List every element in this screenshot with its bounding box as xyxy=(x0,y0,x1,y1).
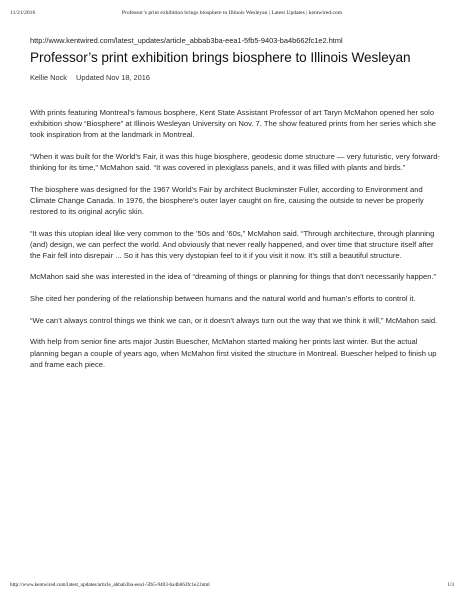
paragraph: With help from senior fine arts major Justin Buescher, McMahon started making her prints last winter. But the actual planning began a couple of years ago, when McMahon first visited the structure in Montreal. Buescher helped to finish up and frame each piece. xyxy=(30,337,437,369)
byline xyxy=(30,73,440,82)
author-name[interactable]: Kellie Nock xyxy=(30,73,67,82)
article xyxy=(30,36,440,380)
page-number: 1/3 xyxy=(447,582,454,588)
article-body xyxy=(30,107,440,370)
paragraph: With prints featuring Montreal’s famous bosphere, Kent State Assistant Professor of art Taryn McMahon opened her solo exhibition show “Biosphere” at Illinois Wesleyan University on Nov. 7. The show featured prints from her series which she took inspiration from at the landmark in Montreal. xyxy=(30,108,437,140)
paragraph: “When it was built for the World’s Fair, it was this huge biosphere, geodesic dome structure — very futuristic, very forward-thinking for its time,” McMahon said. “It was covered in plexiglass panels, and it was filled with plants and birds.” xyxy=(30,151,440,172)
print-date: 11/21/2016 xyxy=(10,10,36,16)
paragraph: McMahon said she was interested in the idea of “dreaming of things or planning for things that don’t necessarily happen.” xyxy=(30,272,437,282)
paragraph: “We can’t always control things we think we can, or it doesn’t always turn out the way that we think it will,” McMahon said. xyxy=(30,315,438,325)
paragraph: “It was this utopian ideal like very common to the ’50s and ’60s,” McMahon said. “Through architecture, through planning (and) design, we can perfect the world. And obviously that never really happened, and over time that structure itself after the Fair fell into disrepair ... So it has this very dystopian feel to it if you visit it now. It’s still a beautiful structure. xyxy=(30,228,435,260)
article-title: Professor’s print exhibition brings biosphere to Illinois Wesleyan xyxy=(30,50,411,65)
paragraph: She cited her pondering of the relationship between humans and the natural world and human’s efforts to control it. xyxy=(30,294,416,304)
updated-timestamp: Updated Nov 18, 2016 xyxy=(76,73,150,82)
article-url[interactable]: http://www.kentwired.com/latest_updates/article_abbab3ba-eea1-5fb5-9403-ba4b662fc1e2.html xyxy=(30,36,343,45)
print-page-title: Professor’s print exhibition brings biosphere to Illinois Wesleyan | Latest Updates | kentwired.com xyxy=(121,10,343,16)
paragraph: The biosphere was designed for the 1967 World’s Fair by architect Buckminster Fuller, according to Environment and Climate Change Canada. In 1976, the biosphere’s outer layer caught on fire, causing the outside to never be properly restored to its original acrylic skin. xyxy=(30,184,424,216)
footer-url: http://www.kentwired.com/latest_updates/article_abbab3ba-eea1-5fb5-9403-ba4b662fc1e2.html xyxy=(10,582,210,588)
